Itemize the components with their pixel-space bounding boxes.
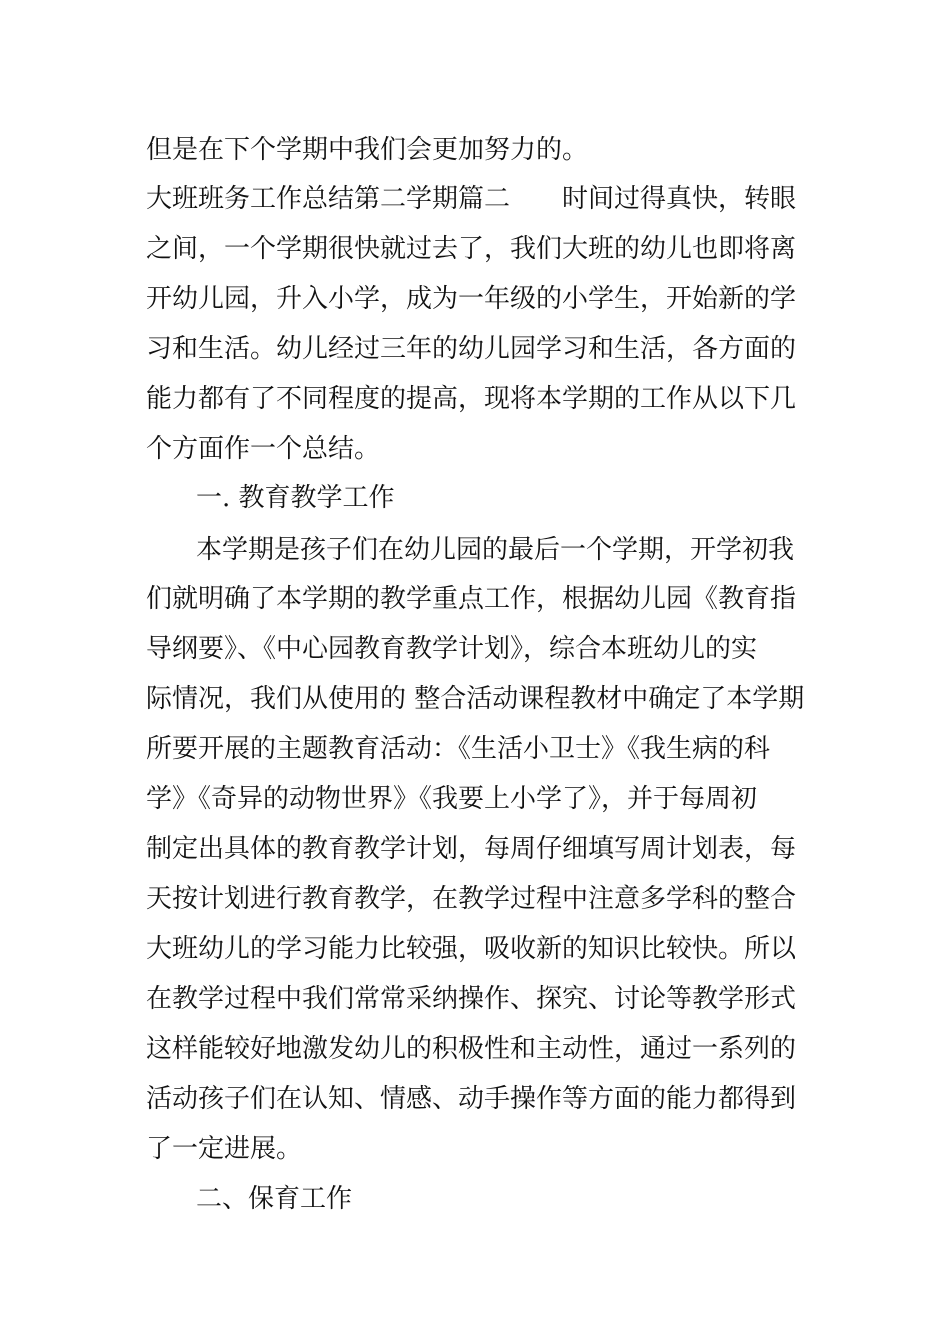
heading-care: 二、保育工作 <box>196 1184 353 1214</box>
paragraph-line: 制定出具体的教育教学计划，每周仔细填写周计划表，每 <box>146 834 797 864</box>
paragraph-line: 们就明确了本学期的教学重点工作，根据幼儿园《教育指 <box>146 584 797 614</box>
paragraph-line: 在教学过程中我们常常采纳操作、探究、讨论等教学形式 <box>146 984 797 1014</box>
paragraph-line: 个方面作一个总结。 <box>146 434 381 464</box>
paragraph-line: 际情况，我们从使用的 整合活动课程教材中确定了本学期 <box>146 684 805 714</box>
heading-education: 一. 教育教学工作 <box>196 483 395 513</box>
paragraph-line: 本学期是孩子们在幼儿园的最后一个学期，开学初我 <box>196 535 795 565</box>
paragraph-line: 导纲要》、《中心园教育教学计划》，综合本班幼儿的实 <box>146 634 758 664</box>
paragraph-line: 所要开展的主题教育活动：《生活小卫士》《我生病的科 <box>146 734 771 764</box>
paragraph-line: 开幼儿园，升入小学，成为一年级的小学生，开始新的学 <box>146 284 797 314</box>
paragraph-line: 但是在下个学期中我们会更加努力的。 <box>146 135 589 165</box>
paragraph-line: 大班幼儿的学习能力比较强，吸收新的知识比较快。所以 <box>146 934 797 964</box>
paragraph-line: 学》《奇异的动物世界》《我要上小学了》，并于每周初 <box>146 784 758 814</box>
paragraph-line: 能力都有了不同程度的提高，现将本学期的工作从以下几 <box>146 384 797 414</box>
paragraph-line: 习和生活。幼儿经过三年的幼儿园学习和生活，各方面的 <box>146 334 797 364</box>
paragraph-line: 之间，一个学期很快就过去了，我们大班的幼儿也即将离 <box>146 234 797 264</box>
section-title-line: 大班班务工作总结第二学期篇二 时间过得真快，转眼 <box>146 184 797 214</box>
paragraph-line: 了一定进展。 <box>146 1134 303 1164</box>
paragraph-line: 这样能较好地激发幼儿的积极性和主动性，通过一系列的 <box>146 1034 797 1064</box>
paragraph-line: 天按计划进行教育教学，在教学过程中注意多学科的整合 <box>146 884 797 914</box>
paragraph-line: 活动孩子们在认知、情感、动手操作等方面的能力都得到 <box>146 1084 797 1114</box>
